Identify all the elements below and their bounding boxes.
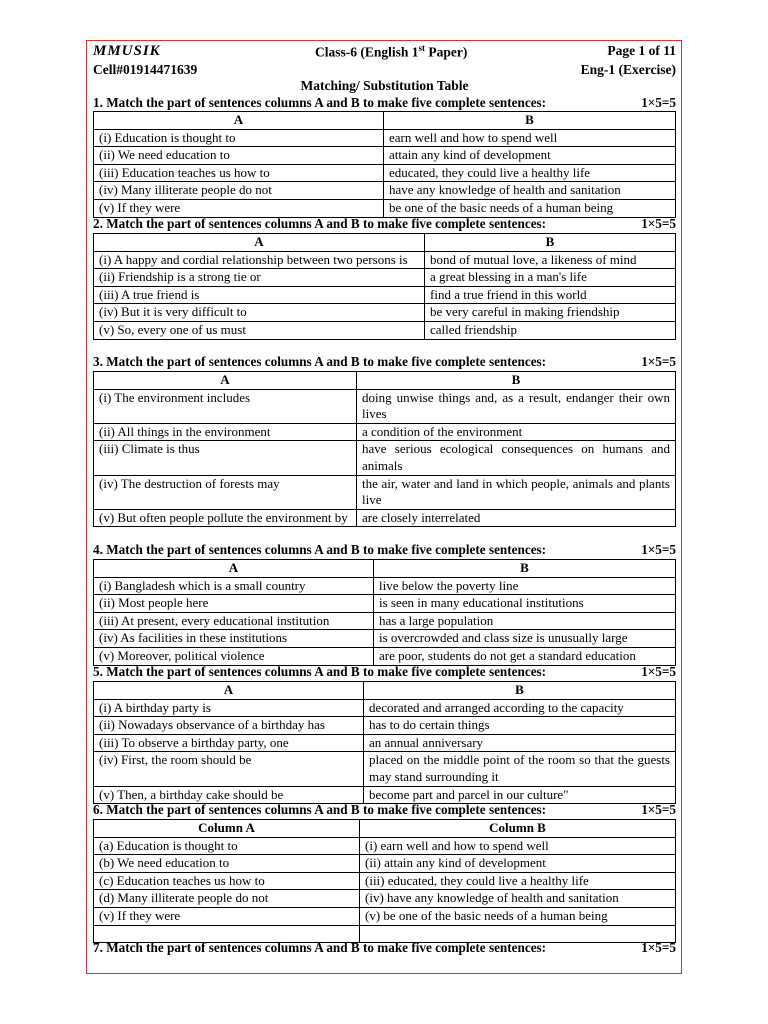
question-text: 4. Match the part of sentences columns A and B to make five complete sentences: — [93, 542, 547, 557]
column-a-cell: (iii) To observe a birthday party, one — [94, 734, 364, 752]
question-marks: 1×5=5 — [641, 940, 676, 955]
question-3 — [93, 354, 676, 370]
column-a-header: Column A — [94, 820, 360, 838]
column-a-cell: (iv) The destruction of forests may — [94, 475, 357, 509]
exercise-label: Eng-1 (Exercise) — [580, 62, 676, 77]
column-b-cell: find a true friend in this world — [425, 286, 676, 304]
column-b-cell: is seen in many educational institutions — [374, 595, 676, 613]
question-text: 1. Match the part of sentences columns A and B to make five complete sentences: — [93, 95, 547, 110]
column-b-cell: doing unwise things and, as a result, endanger their own lives — [357, 389, 676, 423]
column-a-cell: (iv) As facilities in these institutions — [94, 630, 374, 648]
table-row — [94, 577, 676, 595]
table-row — [94, 164, 676, 182]
question-text: 2. Match the part of sentences columns A and B to make five complete sentences: — [93, 216, 547, 231]
column-a-cell: (iii) At present, every educational institution — [94, 612, 374, 630]
table-row — [94, 890, 676, 908]
column-a-cell: (iii) Education teaches us how to — [94, 164, 384, 182]
table-header-row — [94, 112, 676, 130]
question-marks: 1×5=5 — [641, 95, 676, 110]
table-row — [94, 647, 676, 665]
column-b-cell: are poor, students do not get a standard education — [374, 647, 676, 665]
column-a-header: A — [94, 112, 384, 130]
matching-table-2 — [93, 233, 676, 340]
column-a-cell: (i) A birthday party is — [94, 699, 364, 717]
question-6 — [93, 802, 676, 818]
page-number: Page 1 of 11 — [607, 43, 676, 58]
question-2 — [93, 216, 676, 232]
table-header-row — [94, 682, 676, 700]
table-row — [94, 304, 676, 322]
column-b-header: Column B — [360, 820, 676, 838]
table-header-row — [94, 820, 676, 838]
column-a-header: A — [94, 682, 364, 700]
table-row — [94, 925, 676, 943]
column-b-header: B — [425, 234, 676, 252]
column-b-cell: attain any kind of development — [384, 147, 676, 165]
table-row — [94, 837, 676, 855]
cell-number: Cell#01914471639 — [93, 62, 198, 77]
table-row — [94, 595, 676, 613]
column-b-cell: has to do certain things — [364, 717, 676, 735]
column-a-cell: (v) If they were — [94, 199, 384, 217]
table-row — [94, 389, 676, 423]
table-row — [94, 321, 676, 339]
table-row — [94, 509, 676, 527]
column-a-cell: (ii) Nowadays observance of a birthday has — [94, 717, 364, 735]
document-title: Matching/ Substitution Table — [300, 78, 469, 93]
column-b-cell: called friendship — [425, 321, 676, 339]
column-a-header: A — [94, 560, 374, 578]
column-a-cell: (iv) First, the room should be — [94, 752, 364, 786]
class-paper: Class-6 (English 1st Paper) — [315, 43, 468, 60]
column-a-cell: (iv) But it is very difficult to — [94, 304, 425, 322]
table-row — [94, 717, 676, 735]
table-row — [94, 855, 676, 873]
column-a-cell: (a) Education is thought to — [94, 837, 360, 855]
matching-table-6 — [93, 819, 676, 943]
table-row — [94, 734, 676, 752]
table-row — [94, 199, 676, 217]
table-header-row — [94, 372, 676, 390]
table-row — [94, 269, 676, 287]
column-b-cell: (ii) attain any kind of development — [360, 855, 676, 873]
table-row — [94, 786, 676, 804]
column-b-cell: (iv) have any knowledge of health and sanitation — [360, 890, 676, 908]
question-marks: 1×5=5 — [641, 542, 676, 557]
column-b-cell: earn well and how to spend well — [384, 129, 676, 147]
column-b-cell: be one of the basic needs of a human being — [384, 199, 676, 217]
column-a-cell: (iii) Climate is thus — [94, 441, 357, 475]
table-row — [94, 129, 676, 147]
column-a-cell: (b) We need education to — [94, 855, 360, 873]
table-header-row — [94, 234, 676, 252]
column-b-cell: (i) earn well and how to spend well — [360, 837, 676, 855]
column-b-cell — [360, 925, 676, 943]
column-b-cell: (iii) educated, they could live a healthy life — [360, 872, 676, 890]
column-b-cell: decorated and arranged according to the capacity — [364, 699, 676, 717]
column-b-cell: become part and parcel in our culture" — [364, 786, 676, 804]
question-1 — [93, 95, 676, 111]
column-b-header: B — [384, 112, 676, 130]
table-row — [94, 286, 676, 304]
column-a-cell: (i) Bangladesh which is a small country — [94, 577, 374, 595]
column-b-cell: placed on the middle point of the room so that the guests may stand surrounding it — [364, 752, 676, 786]
column-b-header: B — [357, 372, 676, 390]
table-row — [94, 907, 676, 925]
column-a-cell: (iv) Many illiterate people do not — [94, 182, 384, 200]
table-row — [94, 441, 676, 475]
question-marks: 1×5=5 — [641, 802, 676, 817]
table-row — [94, 423, 676, 441]
column-a-cell: (v) If they were — [94, 907, 360, 925]
column-a-cell: (v) But often people pollute the environment by — [94, 509, 357, 527]
question-marks: 1×5=5 — [641, 354, 676, 369]
column-a-cell: (ii) Friendship is a strong tie or — [94, 269, 425, 287]
column-a-cell: (c) Education teaches us how to — [94, 872, 360, 890]
column-b-cell: (v) be one of the basic needs of a human being — [360, 907, 676, 925]
question-4 — [93, 542, 676, 558]
column-b-cell: a great blessing in a man's life — [425, 269, 676, 287]
column-a-header: A — [94, 234, 425, 252]
question-marks: 1×5=5 — [641, 664, 676, 679]
table-row — [94, 872, 676, 890]
column-a-cell: (v) Then, a birthday cake should be — [94, 786, 364, 804]
column-b-cell: have any knowledge of health and sanitation — [384, 182, 676, 200]
column-b-header: B — [374, 560, 676, 578]
column-a-cell: (d) Many illiterate people do not — [94, 890, 360, 908]
matching-table-4 — [93, 559, 676, 666]
column-a-cell: (v) Moreover, political violence — [94, 647, 374, 665]
column-a-cell: (i) Education is thought to — [94, 129, 384, 147]
table-row — [94, 475, 676, 509]
question-marks: 1×5=5 — [641, 216, 676, 231]
table-row — [94, 699, 676, 717]
table-row — [94, 147, 676, 165]
matching-table-3 — [93, 371, 676, 527]
question-text: 3. Match the part of sentences columns A and B to make five complete sentences: — [93, 354, 547, 369]
column-a-cell: (ii) We need education to — [94, 147, 384, 165]
question-5 — [93, 664, 676, 680]
column-b-cell: bond of mutual love, a likeness of mind — [425, 251, 676, 269]
column-a-cell: (ii) All things in the environment — [94, 423, 357, 441]
column-b-cell: have serious ecological consequences on humans and animals — [357, 441, 676, 475]
column-a-cell: (v) So, every one of us must — [94, 321, 425, 339]
column-b-cell: live below the poverty line — [374, 577, 676, 595]
question-text: 7. Match the part of sentences columns A and B to make five complete sentences: — [93, 940, 547, 955]
column-b-cell: the air, water and land in which people, animals and plants live — [357, 475, 676, 509]
column-b-cell: an annual anniversary — [364, 734, 676, 752]
column-b-cell: a condition of the environment — [357, 423, 676, 441]
column-b-header: B — [364, 682, 676, 700]
column-b-cell: be very careful in making friendship — [425, 304, 676, 322]
column-a-header: A — [94, 372, 357, 390]
column-a-cell: (ii) Most people here — [94, 595, 374, 613]
brand-logo-text: MMUSIK — [93, 43, 161, 59]
column-b-cell: are closely interrelated — [357, 509, 676, 527]
table-row — [94, 251, 676, 269]
table-row — [94, 752, 676, 786]
table-row — [94, 182, 676, 200]
column-a-cell: (iii) A true friend is — [94, 286, 425, 304]
column-b-cell: has a large population — [374, 612, 676, 630]
question-text: 6. Match the part of sentences columns A and B to make five complete sentences: — [93, 802, 547, 817]
question-text: 5. Match the part of sentences columns A and B to make five complete sentences: — [93, 664, 547, 679]
table-row — [94, 612, 676, 630]
column-b-cell: educated, they could live a healthy life — [384, 164, 676, 182]
matching-table-5 — [93, 681, 676, 804]
column-a-cell: (i) A happy and cordial relationship between two persons is — [94, 251, 425, 269]
page-header — [93, 43, 676, 79]
column-b-cell: is overcrowded and class size is unusually large — [374, 630, 676, 648]
table-header-row — [94, 560, 676, 578]
column-a-cell: (i) The environment includes — [94, 389, 357, 423]
column-a-cell — [94, 925, 360, 943]
table-row — [94, 630, 676, 648]
matching-table-1 — [93, 111, 676, 218]
